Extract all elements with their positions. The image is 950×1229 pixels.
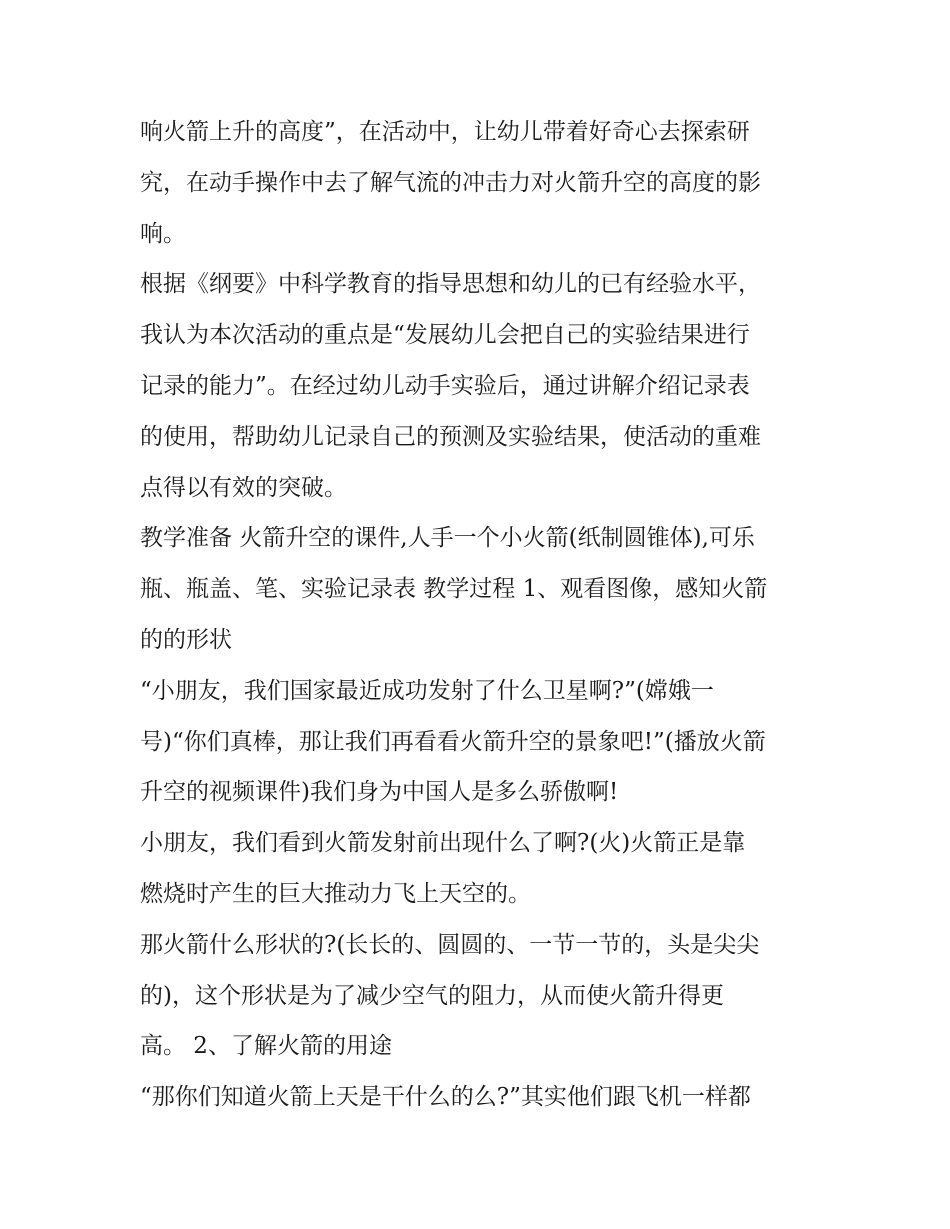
text-line: 升空的视频课件)我们身为中国人是多么骄傲啊! <box>140 779 619 806</box>
text-line: 号)“你们真棒，那让我们再看看火箭升空的景象吧!”(播放火箭 <box>140 728 766 755</box>
body-text <box>140 107 820 1123</box>
text-line: 点得以有效的突破。 <box>140 474 347 501</box>
text-line: 记录的能力”。在经过幼儿动手实验后，通过讲解介绍记录表 <box>140 372 750 399</box>
text-line: 的)，这个形状是为了减少空气的阻力，从而使火箭升得更 <box>140 982 724 1009</box>
text-line: “小朋友，我们国家最近成功发射了什么卫星啊?”(嫦娥一 <box>140 677 714 704</box>
text-line: 小朋友，我们看到火箭发射前出现什么了啊?(火)火箭正是靠 <box>140 830 746 857</box>
text-line: 响。 <box>140 220 186 247</box>
text-line: 响火箭上升的高度”，在活动中，让幼儿带着好奇心去探索研 <box>140 119 750 145</box>
text-line: 根据《纲要》中科学教育的指导思想和幼儿的已有经验水平， <box>140 271 761 298</box>
text-line: 那火箭什么形状的?(长长的、圆圆的、一节一节的，头是尖尖 <box>140 931 760 958</box>
text-line: “那你们知道火箭上天是干什么的么?”其实他们跟飞机一样都 <box>140 1084 751 1111</box>
text-line: 燃烧时产生的巨大推动力飞上天空的。 <box>140 880 531 907</box>
text-line: 的使用，帮助幼儿记录自己的预测及实验结果，使活动的重难 <box>140 423 761 450</box>
text-line: 高。 2、了解火箭的用途 <box>140 1033 392 1060</box>
text-line: 瓶、瓶盖、笔、实验记录表 教学过程 1、观看图像，感知火箭 <box>140 576 768 603</box>
text-line: 教学准备 火箭升空的课件,人手一个小火箭(纸制圆锥体),可乐 <box>140 525 755 552</box>
text-line: 我认为本次活动的重点是“发展幼儿会把自己的实验结果进行 <box>140 322 750 349</box>
text-line: 的的形状 <box>140 626 232 653</box>
text-line: 究，在动手操作中去了解气流的冲击力对火箭升空的高度的影 <box>140 169 761 196</box>
